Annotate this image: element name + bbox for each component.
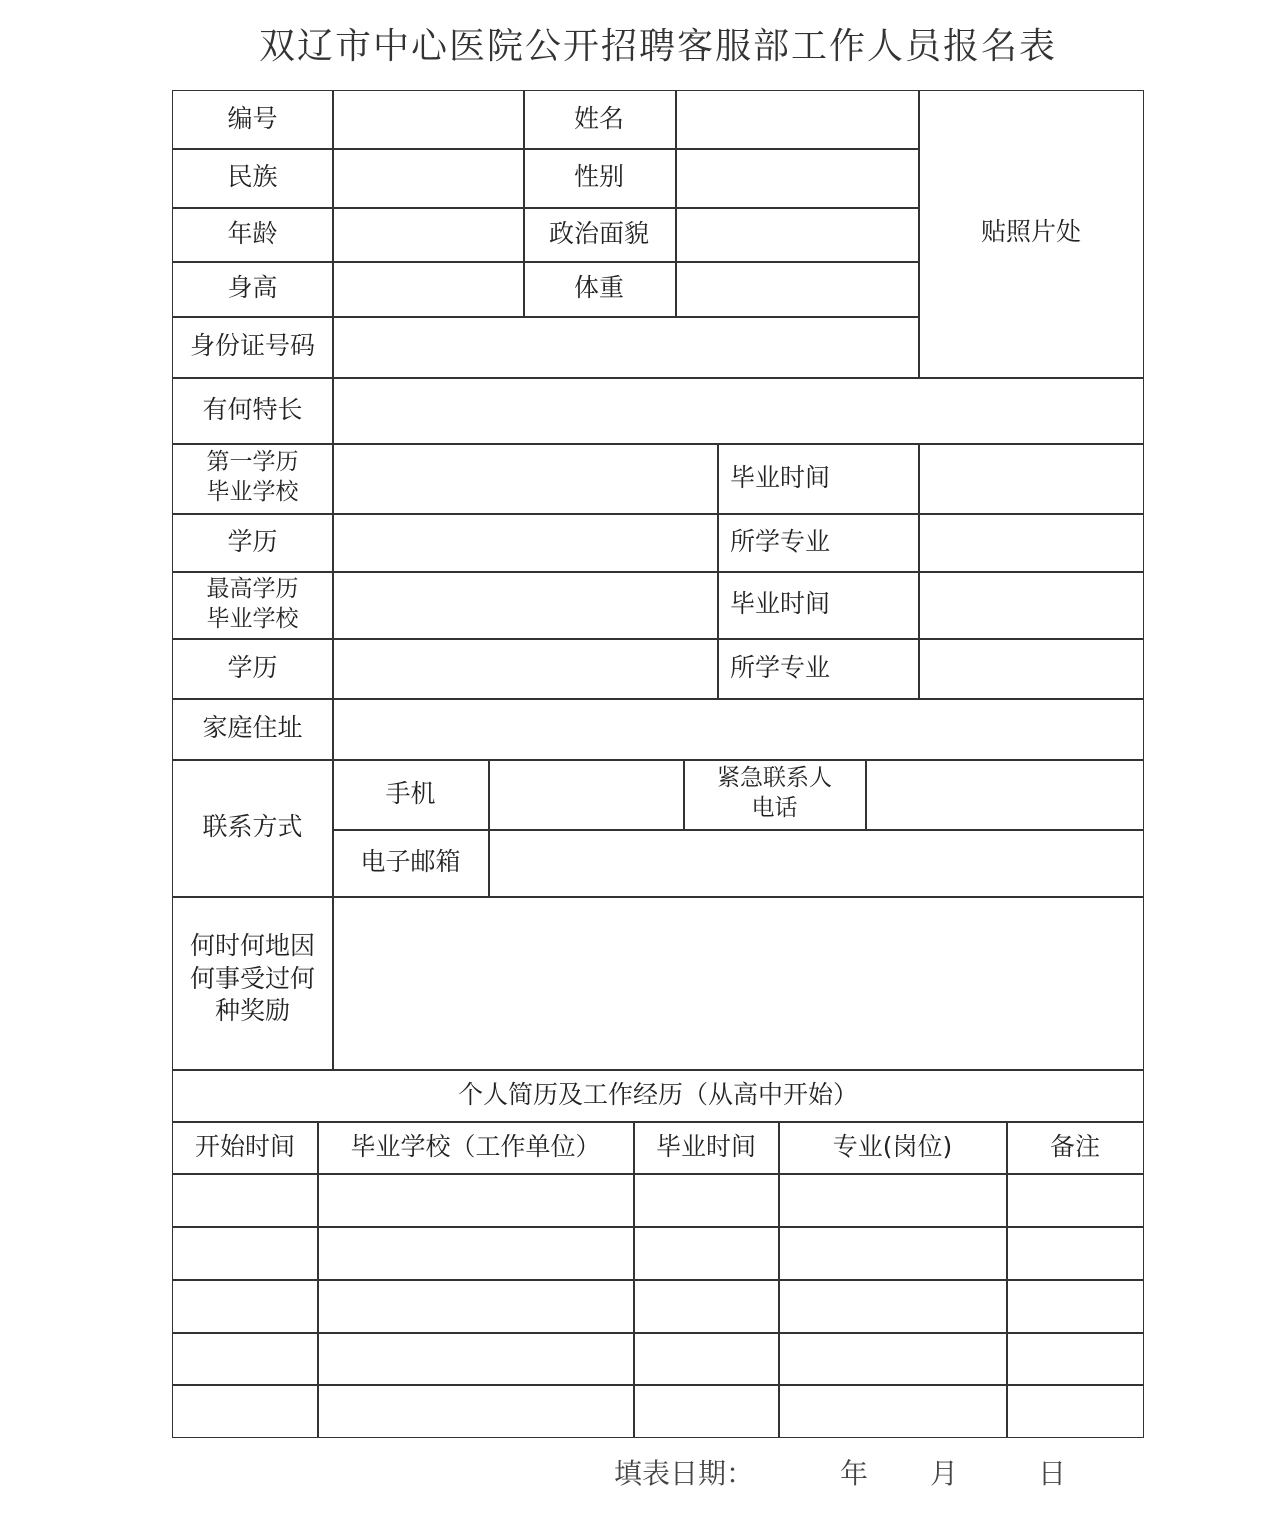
first-degree-field[interactable] bbox=[333, 513, 717, 571]
resume-col-major: 专业(岗位) bbox=[832, 1131, 953, 1161]
awards-label bbox=[173, 896, 332, 1069]
highest-school-field[interactable] bbox=[333, 571, 717, 638]
specialty-field[interactable] bbox=[333, 377, 1143, 443]
highest-degree-field[interactable] bbox=[333, 638, 717, 698]
photo-placeholder[interactable]: 贴照片处 bbox=[980, 217, 1081, 246]
email-field[interactable] bbox=[489, 829, 1143, 896]
highest-degree-label: 学历 bbox=[227, 652, 278, 682]
registration-form bbox=[172, 90, 1144, 1438]
resume-col-remarks: 备注 bbox=[1049, 1131, 1100, 1161]
resume-row[interactable] bbox=[173, 1279, 1143, 1332]
first-major-label: 所学专业 bbox=[730, 526, 831, 556]
awards-field[interactable] bbox=[333, 896, 1143, 1069]
emergency-contact-label bbox=[684, 759, 865, 829]
awards-label-line2: 何事受过何 bbox=[189, 963, 315, 993]
fill-date-label: 填表日期： bbox=[614, 1457, 755, 1490]
highest-school-label-line1: 最高学历 bbox=[206, 575, 299, 602]
first-school-label-line1: 第一学历 bbox=[206, 449, 299, 476]
highest-school-label bbox=[173, 571, 332, 638]
resume-col-start-time: 开始时间 bbox=[194, 1131, 295, 1161]
height-field[interactable] bbox=[333, 261, 523, 316]
resume-col-school: 毕业学校（工作单位） bbox=[350, 1131, 601, 1161]
emergency-contact-label-line1: 紧急联系人 bbox=[717, 765, 832, 792]
age-field[interactable] bbox=[333, 207, 523, 261]
serial-no-field[interactable] bbox=[333, 91, 523, 148]
ethnicity-field[interactable] bbox=[333, 148, 523, 207]
resume-row[interactable] bbox=[173, 1226, 1143, 1279]
resume-section-heading: 个人简历及工作经历（从高中开始） bbox=[457, 1079, 858, 1109]
serial-no-label: 编号 bbox=[227, 104, 278, 134]
fill-date-day: 日 bbox=[1038, 1457, 1067, 1490]
highest-major-label: 所学专业 bbox=[730, 652, 831, 682]
gender-label: 性别 bbox=[573, 162, 624, 192]
weight-field[interactable] bbox=[676, 261, 918, 316]
weight-label: 体重 bbox=[573, 273, 624, 303]
highest-major-field[interactable] bbox=[919, 638, 1143, 698]
first-school-field[interactable] bbox=[333, 443, 717, 513]
email-label: 电子邮箱 bbox=[360, 847, 461, 877]
awards-label-line3: 种奖励 bbox=[214, 996, 290, 1025]
mobile-label: 手机 bbox=[385, 778, 436, 808]
id-number-label: 身份证号码 bbox=[189, 331, 315, 361]
political-status-field[interactable] bbox=[676, 207, 918, 261]
name-label: 姓名 bbox=[573, 104, 624, 134]
name-field[interactable] bbox=[676, 91, 918, 148]
address-label: 家庭住址 bbox=[202, 713, 303, 743]
gender-field[interactable] bbox=[676, 148, 918, 207]
height-label: 身高 bbox=[227, 273, 278, 303]
first-school-label-line2: 毕业学校 bbox=[206, 479, 299, 505]
emergency-contact-field[interactable] bbox=[866, 759, 1143, 829]
resume-row[interactable] bbox=[173, 1173, 1143, 1226]
fill-date-month: 月 bbox=[930, 1457, 959, 1490]
first-school-label bbox=[173, 443, 332, 513]
resume-row[interactable] bbox=[173, 1384, 1143, 1437]
highest-school-label-line2: 毕业学校 bbox=[206, 605, 299, 632]
specialty-label: 有何特长 bbox=[202, 394, 303, 424]
address-field[interactable] bbox=[333, 698, 1143, 759]
highest-grad-time-label: 毕业时间 bbox=[730, 589, 831, 619]
id-number-field[interactable] bbox=[333, 316, 918, 377]
fill-date-year: 年 bbox=[840, 1457, 869, 1490]
emergency-contact-label-line2: 电话 bbox=[751, 795, 798, 821]
first-grad-time-field[interactable] bbox=[919, 443, 1143, 513]
highest-grad-time-field[interactable] bbox=[919, 571, 1143, 638]
first-major-field[interactable] bbox=[919, 513, 1143, 571]
awards-label-line1: 何时何地因 bbox=[189, 931, 315, 960]
resume-row[interactable] bbox=[173, 1332, 1143, 1384]
fill-date-footer bbox=[0, 1448, 1280, 1494]
mobile-field[interactable] bbox=[489, 759, 683, 829]
form-title: 双辽市中心医院公开招聘客服部工作人员报名表 bbox=[258, 26, 1057, 67]
first-degree-label: 学历 bbox=[227, 526, 278, 556]
first-grad-time-label: 毕业时间 bbox=[730, 462, 831, 492]
resume-col-grad-time: 毕业时间 bbox=[655, 1131, 756, 1161]
contact-label: 联系方式 bbox=[202, 812, 303, 842]
age-label: 年龄 bbox=[227, 218, 278, 248]
political-status-label: 政治面貌 bbox=[548, 218, 649, 248]
ethnicity-label: 民族 bbox=[227, 162, 278, 192]
